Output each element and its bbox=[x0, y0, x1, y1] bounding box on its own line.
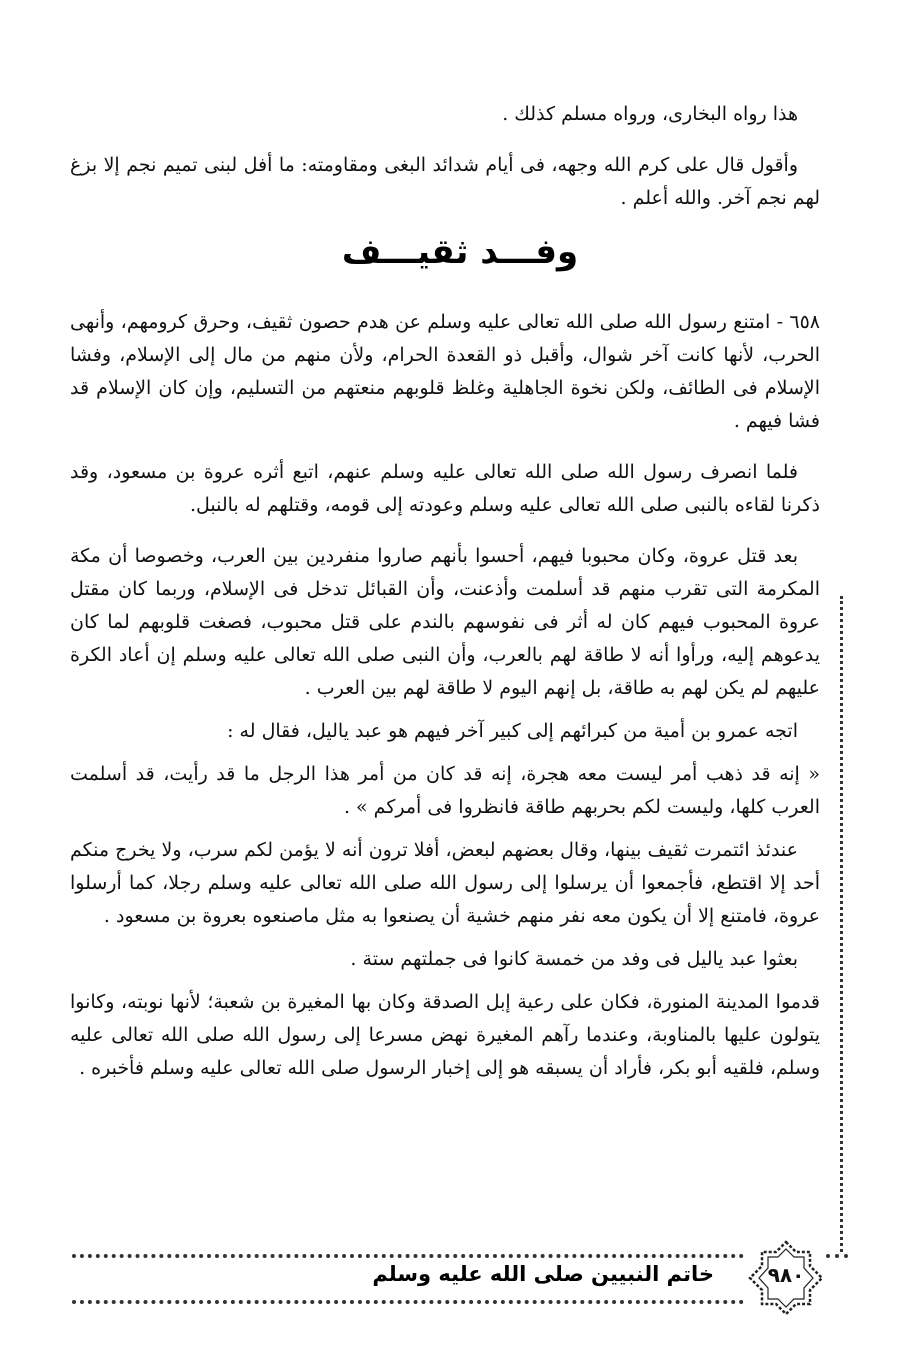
paragraph-3: ٦٥٨ - امتنع رسول الله صلى الله تعالى عليه وسلم عن هدم حصون ثقيف، وحرق كرومهم، وأنهى الحرب، لأنها كانت آخر شوال، وأقبل ذو القعدة الحرام، ولأن منهم من مال إلى الإسلام، وفشا الإسلام فى الطائف، ولكن نخوة الجاهلية وغلظ قلوبهم منعتهم من التسليم، وإن كان الإسلام قد فشا فيهم . bbox=[70, 311, 820, 432]
paragraph-6: اتجه عمرو بن أمية من كبرائهم إلى كبير آخر فيهم هو عبد ياليل، فقال له : bbox=[227, 720, 798, 742]
footer-book-title: خاتم النبيين صلى الله عليه وسلم bbox=[372, 1262, 714, 1286]
paragraph-1: هذا رواه البخارى، ورواه مسلم كذلك . bbox=[502, 103, 798, 125]
text-section-body bbox=[70, 306, 820, 1085]
paragraph-9: بعثوا عبد ياليل فى وفد من خمسة كانوا فى جملتهم ستة . bbox=[350, 948, 798, 970]
section-heading: وفـــد ثقيـــف bbox=[341, 232, 579, 272]
paragraph-8: عندئذ ائتمرت ثقيف بينها، وقال بعضهم لبعض، أفلا ترون أنه لا يؤمن لكم سرب، ولا يخرج منكم أحد إلا اقتطع، فأجمعوا أن يرسلوا إلى رسول الله صلى الله تعالى عليه وسلم رجلا، كما أرسلوا عروة، فامتنع إلا أن يكون معه نفر منهم خشية أن يصنعوا به مثل ماصنعوه بعروة بن مسعود . bbox=[70, 839, 820, 927]
page-number: ٩٨٠ bbox=[767, 1263, 805, 1287]
paragraph-5: بعد قتل عروة، وكان محبوبا فيهم، أحسوا بأنهم صاروا منفردين بين العرب، وخصوصا أن مكة المكرمة التى تقرب منهم قد أسلمت وأذعنت، وأن القبائل تدخل فى الإسلام، وربما كان مقتل عروة المحبوب فيهم كان له أثر فى نفوسهم بالندم على قتل محبوب، فصغت قلوبهم لما كان يدعوهم إليه، ورأوا أنه لا طاقة لهم بالعرب، وأن النبى صلى الله تعالى عليه وسلم إن أعاد الكرة عليهم لم يكن لهم به طاقة، بل إنهم اليوم لا طاقة لهم بين العرب . bbox=[70, 545, 820, 699]
footer-right-rule bbox=[826, 1254, 848, 1258]
footer-bottom-rule bbox=[72, 1300, 744, 1304]
quote-paragraph: « إنه قد ذهب أمر ليست معه هجرة، إنه قد كان من أمر هذا الرجل ما قد رأيت، قد أسلمت العرب كلها، وليست لكم بحربهم طاقة فانظروا فى أمركم » . bbox=[70, 763, 820, 818]
paragraph-2: وأقول قال على كرم الله وجهه، فى أيام شدائد البغى ومقاومته: ما أفل لبنى تميم نجم إلا بزغ لهم نجم آخر. والله أعلم . bbox=[70, 154, 820, 209]
text-section-intro bbox=[70, 98, 820, 215]
footer-top-rule bbox=[72, 1254, 744, 1258]
margin-dotted-rule bbox=[840, 596, 843, 1252]
paragraph-4: فلما انصرف رسول الله صلى الله تعالى عليه وسلم عنهم، اتبع أثره عروة بن مسعود، وقد ذكرنا لقاءه بالنبى صلى الله تعالى عليه وسلم وعودته إلى قومه، وقتلهم له بالنبل. bbox=[70, 461, 820, 516]
paragraph-10: قدموا المدينة المنورة، فكان على رعية إبل الصدقة وكان بها المغيرة بن شعبة؛ لأنها نوبته، وكانوا يتولون عليها بالمناوبة، وعندما رآهم المغيرة نهض مسرعا إلى رسول الله صلى الله تعالى عليه وسلم، فلقيه أبو بكر، فأراد أن يسبقه هو إلى إخبار الرسول صلى الله تعالى عليه وسلم فأخبره . bbox=[70, 991, 820, 1079]
